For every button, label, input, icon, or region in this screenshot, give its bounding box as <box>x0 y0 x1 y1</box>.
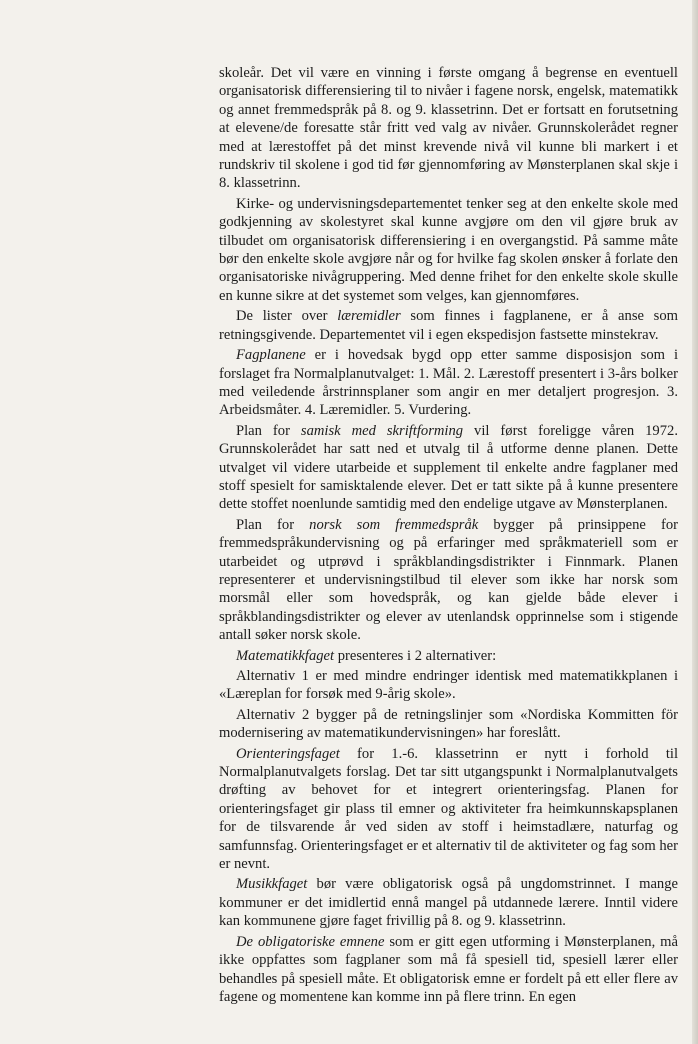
italic-term: De obligatoriske emnene <box>236 933 385 950</box>
italic-term: samisk med skriftforming <box>300 422 464 439</box>
paragraph <box>219 745 678 874</box>
italic-term: læremidler <box>337 308 401 325</box>
text-run: er i hovedsak bygd opp etter samme disposisjon som i forslaget fra Normalplanutvalget: 1. Mål. 2. Lærestoff presentert i 3-års bolker med veiledende årstrinnsplaner som angir en mer detaljert progresjon. 3. Arbeidsmåter. 4. Læremidler. 5. Vurdering. <box>219 347 678 419</box>
page-edge <box>692 0 698 1044</box>
text-run: bygger på prinsippene for fremmedspråkundervisning og på erfaringer med språkmateriell som er utarbeidet og utprøvd i språkblandingsdistrikter i Finnmark. Planen representerer et undervisningstilbud til elever som ikke har norsk som morsmål eller som hovedspråk, og kan gjelde både elever i språkblandingsdistrikter og elever av utenlandsk opprinnelse som i stigende antall søker norsk skole. <box>219 516 678 644</box>
paragraph <box>219 346 678 420</box>
paragraph <box>219 667 678 704</box>
text-run: for 1.-6. klassetrinn er nytt i forhold til Normalplanutvalgets forslag. Det tar sitt utgangspunkt i Normalplanutvalgets drøfting av behovet for et integrert orienteringsfag. Planen for orienteringsfaget gir plass til emner og aktiviteter fra heimkunnskapsplanen for de tilsvarende år ved siden av stoff i heimstadlære, naturfag og samfunnsfag. Orienteringsfaget er et alternativ til de aktiviteter og fag som her er nevnt. <box>219 745 678 873</box>
text-run: Plan for <box>236 516 310 533</box>
text-run: Alternativ 2 bygger på de retningslinjer som «Nordiska Kommitten för modernisering av matematikundervisningen» har foreslått. <box>219 706 678 742</box>
italic-term: Musikkfaget <box>236 876 308 893</box>
paragraph <box>219 647 678 665</box>
paragraph <box>219 422 678 514</box>
text-run: De lister over <box>236 308 338 325</box>
paragraph <box>219 64 678 193</box>
italic-term: norsk som fremmedspråk <box>309 516 479 533</box>
text-run: som finnes i fagplanene, er å anse som retningsgivende. Departementet vil i egen ekspedisjon fastsette minstekrav. <box>219 308 679 343</box>
paragraph <box>219 706 678 743</box>
body-text <box>219 64 678 1006</box>
paragraph <box>219 933 678 1007</box>
text-run: Alternativ 1 er med mindre endringer identisk med matematikkplanen i «Læreplan for forsøk med 9-årig skole». <box>219 668 678 703</box>
paragraph <box>219 516 678 645</box>
text-run: bør være obligatorisk også på ungdomstrinnet. I mange kommuner er det imidlertid ennå mangel på utdannede lærere. Inntil videre kan kommunene gjøre faget frivillig på 8. og 9. klassetrinn. <box>219 876 678 930</box>
text-run: vil først foreligge våren 1972. Grunnskolerådet har satt ned et utvalg til å utforme denne planen. Dette utvalget vil videre utarbeide et supplement til enkelte andre fagplaner med stoff spesielt for samisktalende elever. Det er tatt sikte på å kunne presentere dette stoffet noenlunde samtidig med den endelige utgave av Mønsterplanen. <box>219 422 678 513</box>
text-run: Kirke- og undervisningsdepartementet tenker seg at den enkelte skole med godkjenning av skolestyret skal kunne avgjøre om den vil gjøre bruk av tilbudet om organisatorisk differensiering i en overgangstid. På samme måte bør den enkelte skole avgjøre når og for hvilke fag skolen ønsker å forlate den organisatoriske nivågruppering. Med denne frihet for den enkelte skole skulle en kunne sikre at det systemet som velges, kan gjennomføres. <box>219 195 678 304</box>
text-run: Plan for <box>236 422 301 439</box>
paragraph <box>219 307 678 344</box>
italic-term: Matematikkfaget <box>236 647 335 664</box>
paragraph <box>219 195 678 305</box>
text-run: presenteres i 2 alternativer: <box>334 647 497 664</box>
italic-term: Fagplanene <box>236 347 306 364</box>
text-run: som er gitt egen utforming i Mønsterplanen, må ikke oppfattes som fagplaner som må få spesiell tid, spesiell lærer eller behandles på spesiell måte. Et obligatorisk emne er fordelt på ett eller flere av fagene og momentene kan komme inn på flere trinn. En egen <box>219 933 678 1005</box>
paragraph <box>219 875 678 930</box>
text-run: skoleår. Det vil være en vinning i første omgang å begrense en eventuell organisatorisk differensiering til to nivåer i fagene norsk, engelsk, matematikk og annet fremmedspråk på 8. og 9. klassetrinn. Det er fortsatt en forutsetning at elevene/de foresatte står fritt ved valg av nivåer. Grunnskolerådet regner med at lærestoffet på det minst krevende nivå vil kunne bli markert i et rundskriv til skolene i god tid før gjennomføring av Mønsterplanen skal skje i 8. klassetrinn. <box>219 65 678 192</box>
italic-term: Orienteringsfaget <box>236 745 340 762</box>
